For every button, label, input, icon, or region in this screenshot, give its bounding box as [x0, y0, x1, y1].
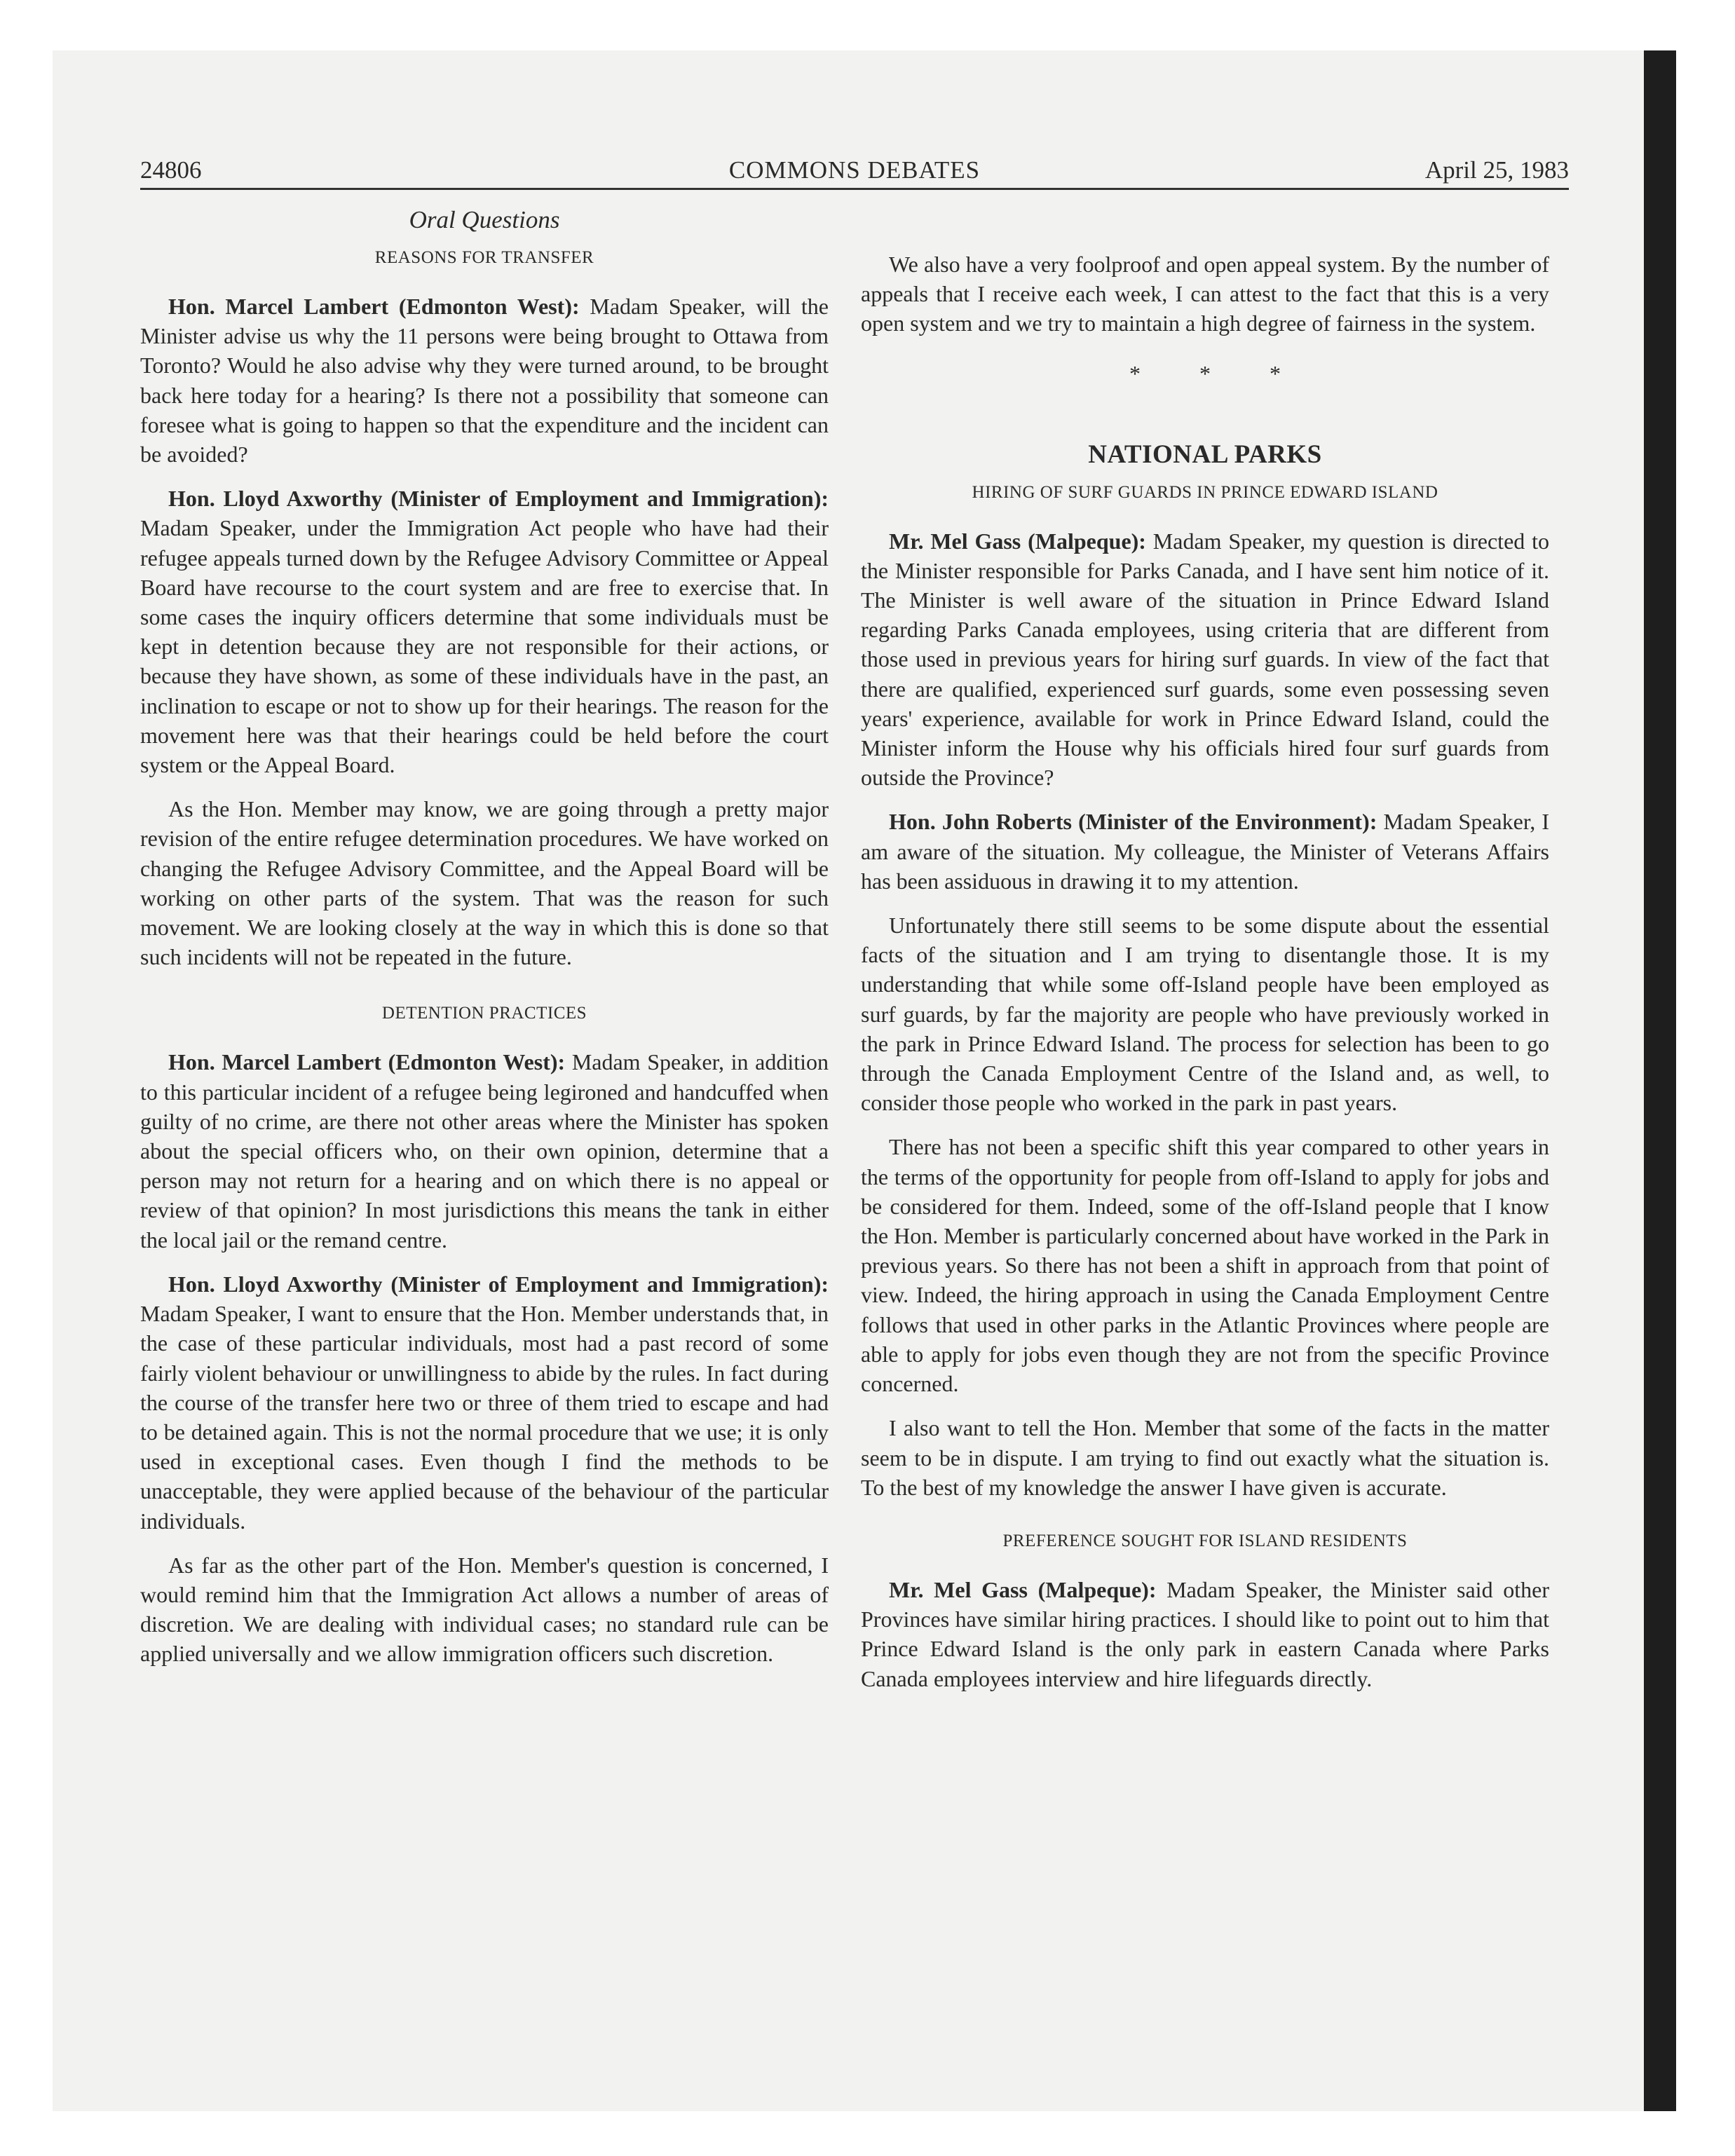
heading-national-parks: NATIONAL PARKS: [1088, 439, 1322, 469]
paragraph: [861, 1575, 1549, 1693]
publication-date: April 25, 1983: [1424, 156, 1569, 184]
paragraph: There has not been a specific shift this year compared to other years in the terms of the opportunity for people from off-Island to apply for jobs and be considered for them. Indeed, some of the off-Island people that I know the Hon. Member is particularly concerned about have worked in the Park in previous years. So there has not been a shift in approach from that point of view. Indeed, the hiring approach in using the Canada Employment Centre follows that used in other parks in the Atlantic Provinces where people are able to apply for jobs even though they are not from the specific Province concerned.: [861, 1134, 1549, 1397]
paragraph: Unfortunately there still seems to be some dispute about the essential facts of the situation and I am trying to disentangle those. It is my understanding that while some off-Island people have been employed as surf guards, by far the majority are people who have previously worked in the park in Prince Edward Island. The process for selection has been to go through the Canada Employment Centre of the Island and, as well, to consider those people who worked in the park in past years.: [861, 913, 1549, 1116]
subheading-detention-practices: DETENTION PRACTICES: [381, 1004, 587, 1023]
speech-text: Madam Speaker, under the Immigration Act people who have had their refugee appeals turned down by the Refugee Advisory Committee or Appeal Board have recourse to the court system and are free to exercise that. In some cases the inquiry officers determine that some individuals must be kept in detention because they are not responsible for their actions, or because they have shown, as some of these individuals have in the past, an inclination to escape or not to show up for their hearings. The reason for the movement here was that their hearings could be held before the court system or the Appeal Board.: [140, 515, 829, 778]
speech-text: Madam Speaker, my question is directed to the Minister responsible for Parks Canada, and I have sent him notice of it. The Minister is well aware of the situation in Prince Edward Island regarding Parks Canada employees, using criteria that are different from those used in previous years for hiring surf guards. In view of the fact that there are qualified, experienced surf guards, some even possessing seven years' experience, available for work in Prince Edward Island, could the Minister inform the House why his officials hired four surf guards from outside the Province?: [861, 528, 1549, 791]
paragraph: I also want to tell the Hon. Member that some of the facts in the matter seem to be in dispute. I am trying to find out exactly what the situation is. To the best of my knowledge the answer I have given is accurate.: [861, 1415, 1549, 1500]
speaker-name: Mr. Mel Gass (Malpeque):: [889, 1576, 1157, 1602]
publication-title: COMMONS DEBATES: [728, 156, 981, 184]
speech-text: Madam Speaker, I am aware of the situation. My colleague, the Minister of Veterans Affairs has been assiduous in drawing it to my attention.: [861, 809, 1550, 894]
paragraph: [140, 292, 829, 469]
speaker-name: Hon. John Roberts (Minister of the Environment):: [889, 809, 1377, 835]
speaker-name: Hon. Marcel Lambert (Edmonton West):: [168, 1049, 566, 1075]
speech-text: Madam Speaker, I want to ensure that the Hon. Member understands that, in the case of these particular individuals, most had a past record of some fairly violent behaviour or unwillingness to abide by the rules. In fact during the course of the transfer here two or three of them tried to escape and had to be detained again. This is not the normal procedure that we use; it is only used in exceptional cases. Even though I find the methods to be unacceptable, they were applied because of the behaviour of the particular individuals.: [140, 1301, 829, 1534]
right-column: [861, 250, 1549, 1708]
speaker-name: Hon. Lloyd Axworthy (Minister of Employment and Immigration):: [168, 1271, 829, 1297]
left-column: [140, 244, 829, 1684]
speech-text: Madam Speaker, in addition to this particular incident of a refugee being legironed and handcuffed when guilty of no crime, are there not other areas where the Minister has spoken about the special officers who, on their own opinion, determine that a person may not return for a hearing and on which there is no appeal or review of that opinion? In most jurisdictions this means the tank in either the local jail or the remand centre.: [140, 1049, 829, 1253]
paragraph: [861, 526, 1549, 793]
paragraph: As far as the other part of the Hon. Member's question is concerned, I would remind him that the Immigration Act allows a number of areas of discretion. We are dealing with individual cases; no standard rule can be applied universally and we allow immigration officers such discretion.: [140, 1552, 829, 1667]
paragraph: [140, 1047, 829, 1254]
scan-border: [1644, 50, 1676, 2111]
speech-text: Madam Speaker, the Minister said other Provinces have similar hiring practices. I should like to point out to him that Prince Edward Island is the only park in eastern Canada where Parks Canada employees interview and hire lifeguards directly.: [861, 1576, 1550, 1691]
subheading-reasons-for-transfer: REASONS FOR TRANSFER: [374, 248, 594, 267]
speaker-name: Hon. Lloyd Axworthy (Minister of Employment and Immigration):: [168, 486, 829, 512]
section-label: Oral Questions: [409, 206, 560, 233]
subheading-hiring-surf-guards: HIRING OF SURF GUARDS IN PRINCE EDWARD ISLAND: [972, 482, 1438, 502]
paragraph: [140, 1269, 829, 1536]
paragraph: We also have a very foolproof and open appeal system. By the number of appeals that I receive each week, I can attest to the fact that this is a very open system and we try to maintain a high degree of fairness in the system.: [861, 252, 1549, 336]
paragraph: [140, 484, 829, 779]
speaker-name: Hon. Marcel Lambert (Edmonton West):: [168, 294, 580, 319]
section-break-stars: * * *: [1129, 360, 1307, 386]
paragraph: As the Hon. Member may know, we are going through a pretty major revision of the entire refugee determination procedures. We have worked on changing the Refugee Advisory Committee, and the Appeal Board will be working on other parts of the system. That was the reason for such movement. We are looking closely at the way in which this is done so that such incidents will not be repeated in the future.: [140, 796, 829, 970]
speaker-name: Mr. Mel Gass (Malpeque):: [889, 528, 1146, 554]
running-header: [140, 153, 1569, 190]
subheading-preference-island-residents: PREFERENCE SOUGHT FOR ISLAND RESIDENTS: [1002, 1531, 1408, 1550]
speech-text: Madam Speaker, will the Minister advise us why the 11 persons were being brought to Ottawa from Toronto? Would he also advise why they were turned around, to be brought back here today for a hearing? Is there not a possibility that someone can foresee what is going to happen so that the expenditure and the incident can be avoided?: [140, 294, 829, 468]
page-number: 24806: [140, 156, 202, 184]
paragraph: [861, 807, 1549, 896]
